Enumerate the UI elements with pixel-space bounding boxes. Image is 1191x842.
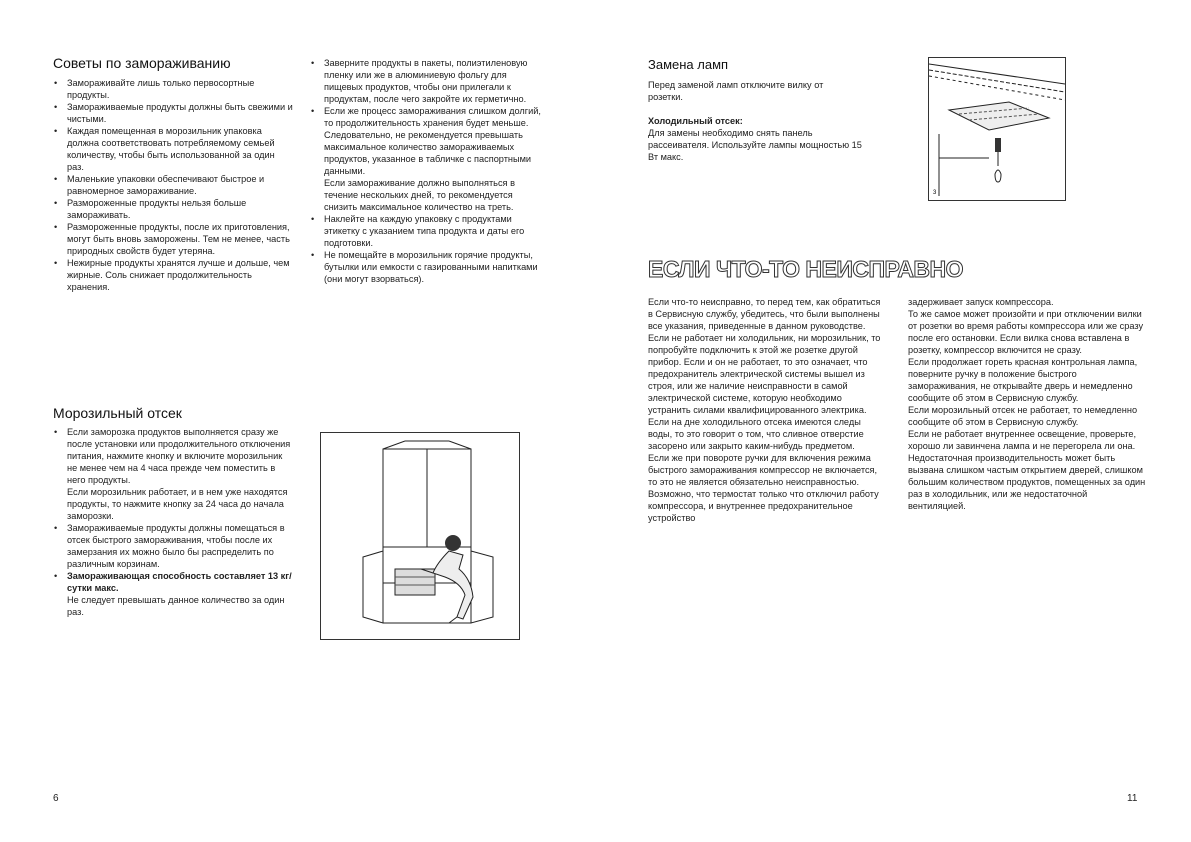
freezing-tip-item: • Замораживаемые продукты должны быть свежими и чистыми. [53,101,293,125]
freezing-tip-item: • Размороженные продукты нельзя больше замораживать. [53,197,293,221]
troubleshooting-col2: задерживает запуск компрессора. То же самое может произойти и при отключении вилки от розетки во время работы компрессора или же сразу после его остановки. Если вилка снова вставлена в розетку, компрессор включится не сразу. Если продолжает гореть красная контрольная лампа, поверните ручку в положение быстрого замораживания, не открывайте дверь и немедленно сообщите об этом в Сервисную службу. Если морозильный отсек не работает, то немедленно сообщите об этом в Сервисную службу. Если не работает внутреннее освещение, проверьте, хорошо ли завинчена лампа и не перегорела ли она. Недостаточная производительность может быть вызвана слишком частым открытием дверей, слишком большим количеством продуктов, помещенных за один раз в холодильник, или же недостаточной вентиляцией. [908,297,1146,511]
freezing-tip-item: • Нежирные продукты хранятся лучше и дольше, чем жирные. Соль снижает продолжительность хранения. [53,257,293,293]
lamp-intro: Перед заменой ламп отключите вилку от розетки. [648,80,824,102]
freezing-tip-item: • Замораживайте лишь только первосортные продукты. [53,77,293,101]
freezer-item-2: • Замораживаемые продукты должны помещаться в отсек быстрого замораживания, чтобы после их замерзания их можно было бы распределить по различным корзинам. [53,522,293,570]
packaging-tips-list [310,57,545,285]
freezing-tip-item: • Размороженные продукты, после их приготовления, могут быть вновь заморожены. Тем не менее, часть природных свойств будет утеряна. [53,221,293,257]
freezer-item-3: • Замораживающая способность составляет 13 кг/сутки макс. Не следует превышать данное количество за один раз. [53,570,293,618]
page-number-right: 11 [1127,793,1138,804]
troubleshooting-col1: Если что-то неисправно, то перед тем, как обратиться в Сервисную службу, убедитесь, что были выполнены все указания, приведенные в данном руководстве. Если не работает ни холодильник, ни морозильник, то попробуйте подключить к этой же розетке другой прибор. Если и он не работает, то это означает, что предохранитель электрической системы вышел из строя, или же наличие неисправности в самой электрической системе, которую необходимо устранить силами квалифицированного электрика. Если на дне холодильного отсека имеются следы воды, то это говорит о том, что сливное отверстие засорено или закрыто каким-нибудь предметом. Если же при повороте ручки для включения режима быстрого замораживания компрессор не включается, то это не является обязательно неисправностью. Возможно, что термостат только что отключил работу компрессора, и внутреннее предохранительное устройство [648,297,881,523]
packaging-tip-item: • Наклейте на каждую упаковку с продуктами этикетку с указанием типа продукта и даты его подготовки. [310,213,545,249]
troubleshooting-title: ЕСЛИ ЧТО-ТО НЕИСПРАВНО [648,256,964,282]
lamp-text: Для замены необходимо снять панель рассеивателя. Используйте лампы мощностью 15 Вт макс. [648,128,862,162]
freezing-tips-list [53,77,293,293]
lamp-diagram-illustration [928,57,1066,201]
fridge-woman-illustration [320,432,520,640]
lamp-title: Замена ламп [648,57,729,72]
lamp-subtitle: Холодильный отсек: [648,116,743,126]
packaging-tip-item: • Если же процесс замораживания слишком долгий, то продолжительность хранения будет меньше. Следовательно, не рекомендуется превышать максимальное количество замораживаемых продуктов, указанное в табличке с паспортными данными. Если замораживание должно выполняться в течение нескольких дней, то рекомендуется снизить максимальное количество на треть. [310,105,545,213]
freezer-section-title: Морозильный отсек [53,405,182,421]
freezer-item-1: • Если заморозка продуктов выполняется сразу же после установки или продолжительного отключения питания, нажмите кнопку и включите морозильник не менее чем на 4 часа прежде чем поместить в него продукты. Если морозильник работает, и в нем уже находятся продукты, то нажмите кнопку за 24 часа до начала заморозки. [53,426,293,522]
packaging-tip-item: • Не помещайте в морозильник горячие продукты, бутылки или емкости с газированными напитками (они могут взорваться). [310,249,545,285]
freezing-tip-item: • Маленькие упаковки обеспечивают быстрое и равномерное замораживание. [53,173,293,197]
packaging-tip-item: • Заверните продукты в пакеты, полиэтиленовую пленку или же в алюминиевую фольгу для пищевых продуктов, чтобы они прилегали к продуктам, после чего закройте их герметично. [310,57,545,105]
freezing-tip-item: • Каждая помещенная в морозильник упаковка должна соответствовать потребляемому семьей количеству, чтобы быть использованной за один раз. [53,125,293,173]
freezing-tips-title: Советы по замораживанию [53,55,231,71]
page-number-left: 6 [53,793,59,804]
svg-text:3: 3 [933,190,937,196]
freezer-list [53,426,293,618]
